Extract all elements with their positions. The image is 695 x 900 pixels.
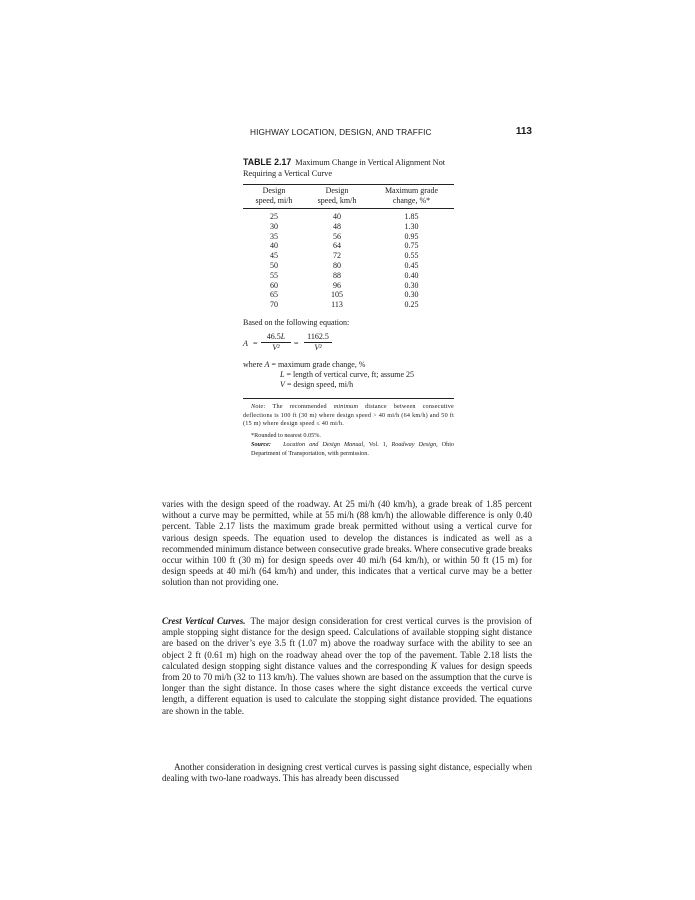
table-2-17 — [243, 157, 455, 459]
table-caption — [243, 157, 455, 179]
table-row: 70 113 0.25 — [270, 300, 419, 310]
table-header-rule — [243, 208, 454, 209]
column-header: Design speed, mi/h — [255, 186, 293, 205]
equation-lhs: A — [243, 338, 248, 348]
equation-intro: Based on the following equation: — [243, 317, 350, 327]
table-row: 30 48 1.30 — [270, 221, 419, 231]
column-header: Maximum grade change, %* — [384, 186, 439, 205]
running-head — [162, 127, 532, 141]
running-title: HIGHWAY LOCATION, DESIGN, AND TRAFFIC — [250, 127, 432, 137]
table-row: 40 64 0.75 — [270, 241, 419, 251]
table-row: 55 88 0.40 — [270, 270, 419, 280]
table-label: TABLE 2.17 — [243, 157, 292, 167]
table-row: 60 96 0.30 — [270, 280, 419, 290]
table-caption-text: Maximum Change in Vertical Alignment Not Requiring a Vertical Curve — [243, 158, 446, 178]
section-heading: Crest Vertical Curves. — [162, 616, 246, 626]
table-header-row — [243, 185, 454, 208]
definition-row: L = length of vertical curve, ft; assume 25 — [280, 369, 415, 379]
table-row: 35 56 0.95 — [270, 231, 419, 241]
table-notes — [243, 398, 454, 459]
table-row: 45 72 0.55 — [270, 251, 419, 261]
table-footnote: *Rounded to nearest 0.05%. — [251, 431, 321, 439]
fraction-second: $\frac{1162.5}{\text{V²}}$ — [304, 332, 332, 353]
equals-sign: = — [253, 338, 258, 348]
page-number: 113 — [515, 126, 532, 137]
table-note: Note: The recommended minimum distance between consecutive deflections is 100 ft (30 m) where design speed > 40 mi/h (64 km/h) and 50 ft (15 m) where design speed ≤ 40 mi/h. — [243, 402, 454, 428]
table-row: 65 105 0.30 — [270, 290, 419, 300]
grade-change-equation — [243, 332, 455, 356]
equals-sign: = — [294, 338, 299, 348]
body-paragraph-crest-curves: Crest Vertical Curves. The major design consideration for crest vertical curves is the provision of ample stopping sight distance for the design speed. Calculations of available stopping sight distance are based on the driver’s eye 3.5 ft (1.07 m) above the roadway surface with the ability to see an object 2 ft (0.61 m) high on the roadway ahead over the top of the pavement. Table 2.18 lists the calculated design stopping sight distance values and the corresponding K values for design speeds from 20 to 70 mi/h (32 to 113 km/h). The values shown are based on the assumption that the curve is longer than the sight distance. In those cases where the sight distance exceeds the vertical curve length, a different equation is used to calculate the stopping sight distance provided. The equations are shown in the table. — [162, 616, 533, 716]
column-header: Design speed, km/h — [317, 186, 357, 205]
table-row: 25 40 1.85 — [270, 212, 419, 221]
body-paragraph-3: Another consideration in designing crest vertical curves is passing sight distance, especially when dealing with two-lane roadways. This has already been discussed — [162, 762, 532, 784]
variable-definitions — [243, 360, 455, 390]
table-row: 50 80 0.45 — [270, 260, 419, 270]
definition-row: where A = maximum grade change, % — [243, 359, 366, 369]
grade-change-table — [243, 185, 454, 310]
table-source: Source: Location and Design Manual, Vol. 1, Roadway Design, Ohio Department of Transportation, with permission. — [251, 441, 455, 457]
body-paragraph-1: varies with the design speed of the roadway. At 25 mi/h (40 km/h), a grade break of 1.85 percent without a curve may be permitted, while at 55 mi/h (88 km/h) the allowable difference is only 0.40 percent. Table 2.17 lists the maximum grade break permitted without using a vertical curve for various design speeds. The equation used to develop the distances is indicated as well as a recommended minimum distance between consecutive grade breaks. Where consecutive grade breaks occur within 100 ft (30 m) for design speeds over 40 mi/h (64 km/h), or within 50 ft (15 m) for design speeds at 40 mi/h (64 km/h) and under, this indicates that a vertical curve may be a better solution than not providing one. — [162, 499, 532, 588]
fraction-first: $\frac{46.5L}{\text{V²}}$ — [261, 332, 291, 353]
definition-row: V = design speed, mi/h — [280, 379, 354, 389]
